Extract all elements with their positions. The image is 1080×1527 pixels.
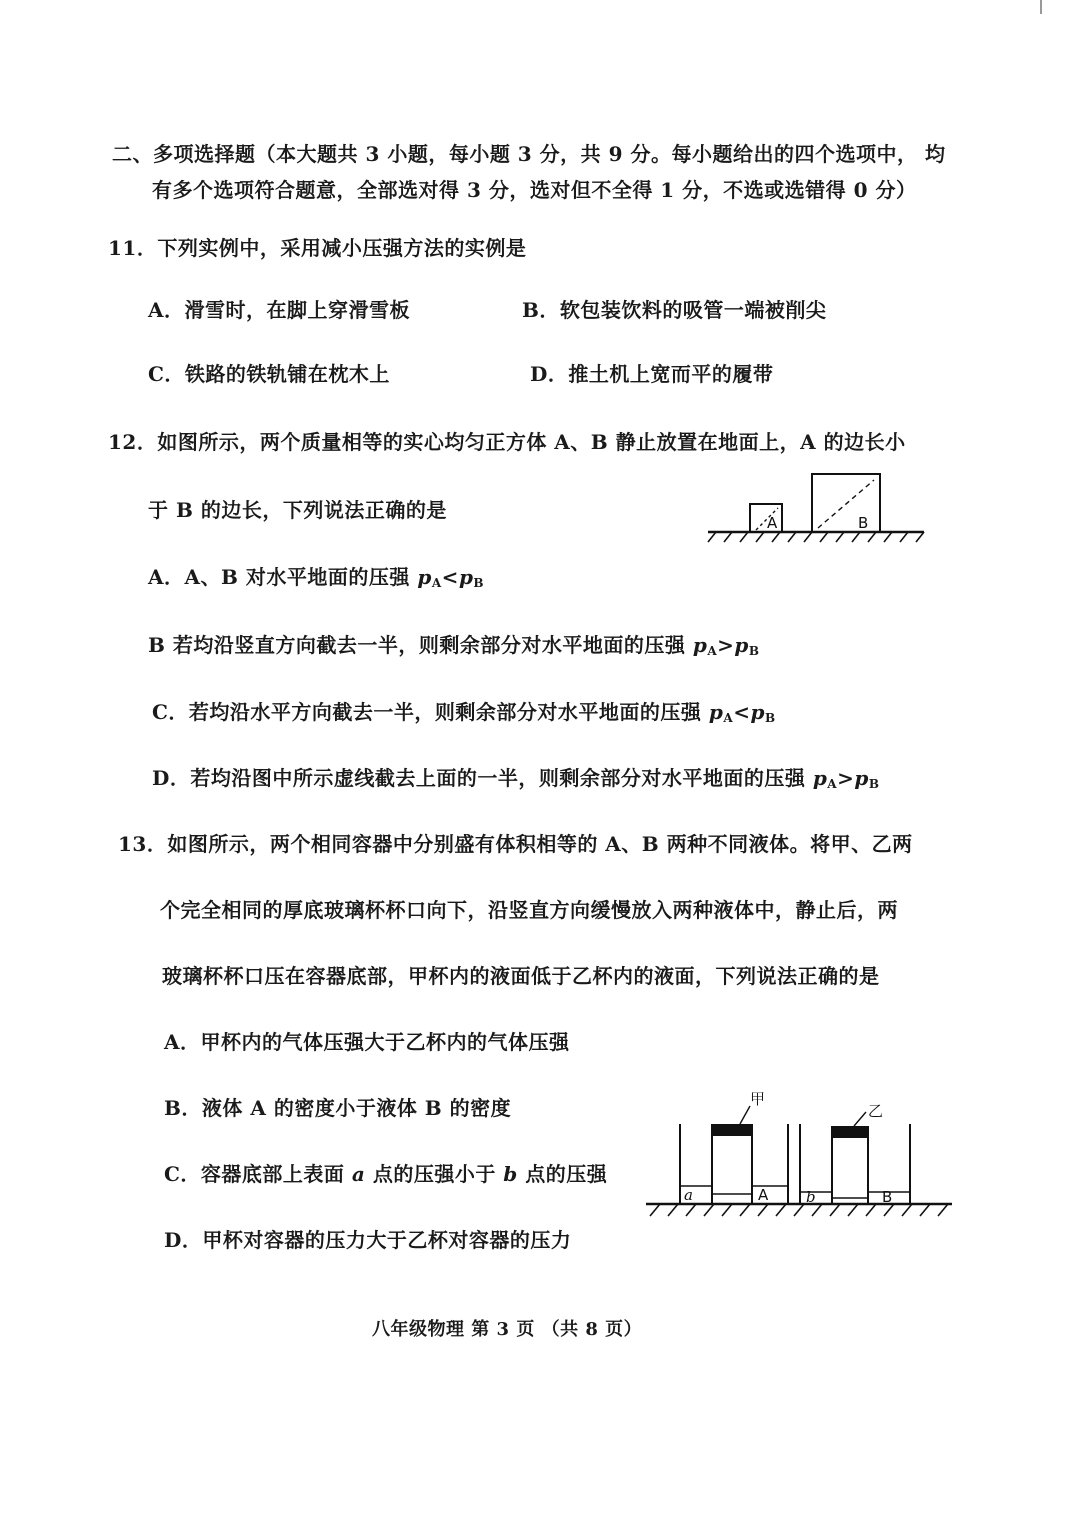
q12-option-c-p2: p <box>750 700 765 724</box>
q11-option-d: D．推土机上宽而平的履带 <box>530 362 774 386</box>
q13-option-c-pre: C．容器底部上表面 <box>164 1162 352 1186</box>
q12-option-a-text: A．A、B 对水平地面的压强 <box>148 565 418 589</box>
q12-option-a-sub1: A <box>431 576 442 590</box>
q12-option-c-p1: p <box>708 700 724 724</box>
q12-option-d-sub2: B <box>868 777 880 791</box>
q12-fig-label-b: B <box>858 514 869 532</box>
q12-option-c-text: C．若均沿水平方向截去一半，则剩余部分对水平地面的压强 <box>152 700 709 724</box>
q12-option-b-p1: p <box>692 633 708 657</box>
q13-fig-label-liquid-b: B <box>882 1188 893 1206</box>
q11-stem: 11．下列实例中，采用减小压强方法的实例是 <box>108 236 527 260</box>
q13-fig-label-yi: 乙 <box>868 1102 884 1120</box>
q13-fig-label-jia: 甲 <box>750 1090 766 1108</box>
scan-edge-mark <box>1040 0 1042 14</box>
q12-option-d-rel: > <box>837 766 855 790</box>
q12-option-b-rel: > <box>717 633 735 657</box>
section-heading-line1: 二、多项选择题（本大题共 3 小题，每小题 3 分，共 9 分。每小题给出的四个选项中， 均 <box>112 142 946 166</box>
q13-containers-figure <box>640 1080 960 1230</box>
q12-option-c-sub1: A <box>723 711 734 725</box>
q13-option-c-point-a: a <box>351 1162 366 1186</box>
q12-option-a-p2: p <box>458 565 474 589</box>
q13-stem-line3: 玻璃杯杯口压在容器底部，甲杯内的液面低于乙杯内的液面，下列说法正确的是 <box>162 964 880 988</box>
q12-stem-line2: 于 B 的边长，下列说法正确的是 <box>148 498 447 522</box>
q13-fig-label-a-point: a <box>684 1186 693 1204</box>
q13-option-d: D．甲杯对容器的压力大于乙杯对容器的压力 <box>164 1228 572 1252</box>
q13-option-b: B．液体 A 的密度小于液体 B 的密度 <box>164 1096 512 1120</box>
q12-option-b-sub2: B <box>748 644 760 658</box>
q11-option-a: A．滑雪时，在脚上穿滑雪板 <box>148 298 411 322</box>
q13-option-a: A．甲杯内的气体压强大于乙杯内的气体压强 <box>164 1030 570 1054</box>
page-footer: 八年级物理 第 3 页 （共 8 页） <box>372 1319 643 1340</box>
q12-fig-label-a: A <box>767 514 778 532</box>
q12-cubes-figure <box>700 460 930 550</box>
q11-option-b: B．软包装饮料的吸管一端被削尖 <box>522 298 827 322</box>
q12-option-b <box>148 631 760 665</box>
q13-option-c-point-b: b <box>503 1162 518 1186</box>
q12-option-a <box>148 563 484 597</box>
q13-option-c-post: 点的压强 <box>517 1162 608 1186</box>
q13-fig-label-b-point: b <box>806 1188 816 1206</box>
q12-option-b-text: B 若均沿竖直方向截去一半，则剩余部分对水平地面的压强 <box>148 633 693 657</box>
q12-option-d-p1: p <box>812 766 828 790</box>
section-heading-line2: 有多个选项符合题意，全部选对得 3 分，选对但不全得 1 分，不选或选错得 0 分） <box>152 178 917 202</box>
q12-option-d <box>152 764 880 798</box>
q12-option-d-text: D．若均沿图中所示虚线截去上面的一半，则剩余部分对水平地面的压强 <box>152 766 813 790</box>
q12-option-d-p2: p <box>854 766 869 790</box>
q12-option-d-sub1: A <box>827 777 838 791</box>
q12-option-a-p1: p <box>417 565 432 589</box>
q12-option-a-sub2: B <box>473 576 485 590</box>
q13-option-c <box>164 1160 607 1188</box>
q12-option-b-sub1: A <box>707 644 718 658</box>
q13-fig-label-liquid-a: A <box>758 1186 769 1204</box>
q12-option-a-rel: < <box>441 565 459 589</box>
q12-option-b-p2: p <box>734 633 749 657</box>
q12-option-c <box>152 698 776 732</box>
q13-stem-line1: 13．如图所示，两个相同容器中分别盛有体积相等的 A、B 两种不同液体。将甲、乙两 <box>118 832 913 856</box>
q11-option-c: C．铁路的铁轨铺在枕木上 <box>148 362 390 386</box>
q13-option-c-mid: 点的压强小于 <box>365 1162 504 1186</box>
q13-stem-line2: 个完全相同的厚底玻璃杯杯口向下，沿竖直方向缓慢放入两种液体中，静止后，两 <box>160 898 898 922</box>
q12-option-c-rel: < <box>733 700 751 724</box>
q12-stem-line1: 12．如图所示，两个质量相等的实心均匀正方体 A、B 静止放置在地面上，A 的边长小 <box>108 430 906 454</box>
q12-option-c-sub2: B <box>764 711 776 725</box>
